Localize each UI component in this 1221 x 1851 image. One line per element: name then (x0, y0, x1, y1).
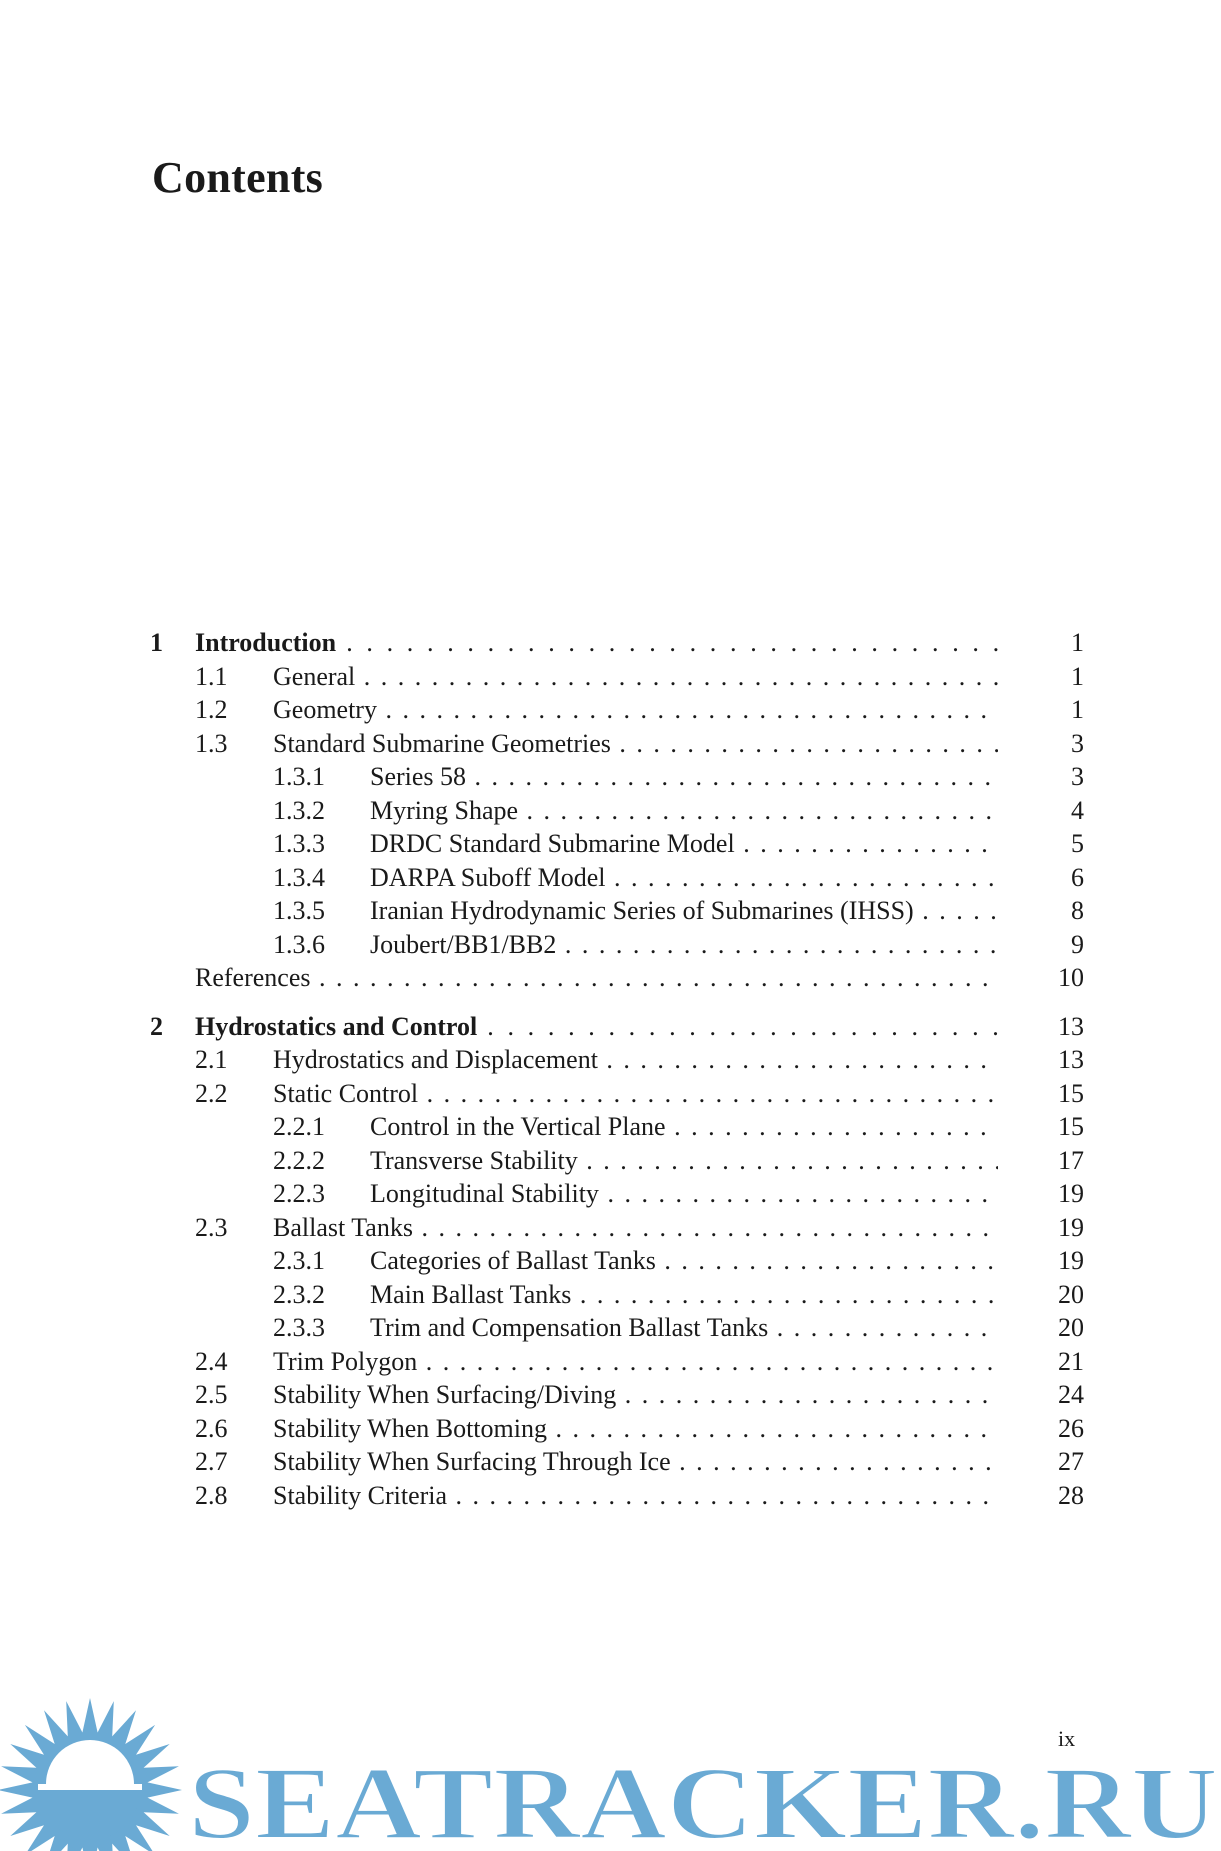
toc-entry-page: 24 (1058, 1380, 1084, 1409)
toc-entry-number: 2.2 (195, 1078, 228, 1108)
toc-entry-page: 28 (1058, 1480, 1084, 1510)
toc-row[interactable] (150, 1479, 1084, 1513)
toc-entry-title: Geometry . . . (273, 693, 998, 727)
toc-row[interactable] (150, 827, 1084, 861)
toc-row[interactable] (150, 1110, 1084, 1144)
toc-row[interactable] (150, 760, 1084, 794)
toc-entry-title: Ballast Tanks . . . (273, 1211, 998, 1245)
toc-row[interactable] (150, 660, 1084, 694)
toc-entry-title: DARPA Suboff Model . . . (370, 861, 998, 895)
toc-entry-number: 1.3 (195, 728, 228, 758)
toc-entry-number: 2.5 (195, 1380, 228, 1409)
toc-entry-title: Standard Submarine Geometries . . . (273, 727, 998, 761)
toc-row[interactable] (150, 861, 1084, 895)
toc-entry-number: 2.3.2 (273, 1279, 325, 1309)
toc-entry-number: 1.3.6 (273, 929, 325, 959)
toc-chapter-row[interactable] (150, 1010, 1084, 1044)
toc-row[interactable] (150, 1278, 1084, 1312)
toc-entry-page: 19 (1058, 1246, 1084, 1275)
toc-entry-number: 2 (150, 1011, 163, 1041)
toc-entry-number: 1 (150, 628, 163, 657)
toc-entry-title: Control in the Vertical Plane . . . (370, 1110, 998, 1144)
toc-entry-page: 15 (1058, 1112, 1084, 1141)
toc-entry-page: 19 (1058, 1212, 1084, 1242)
toc-entry-page: 21 (1058, 1346, 1084, 1376)
page-title: Contents (152, 153, 324, 202)
toc-entry-title: General . . . (273, 660, 998, 694)
toc-entry-page: 26 (1058, 1413, 1084, 1443)
toc-entry-title: Introduction . . . (195, 626, 998, 660)
toc-row[interactable] (150, 961, 1084, 995)
watermark (0, 1690, 1221, 1851)
toc-entry-title: Stability When Surfacing/Diving . . . (273, 1378, 998, 1412)
toc-entry-title: Myring Shape . . . (370, 794, 998, 828)
toc-entry-page: 10 (1058, 963, 1084, 992)
toc-row[interactable] (150, 894, 1084, 928)
toc-entry-page: 9 (1071, 929, 1084, 959)
toc-entry-number: 2.6 (195, 1413, 228, 1443)
toc-entry-page: 6 (1071, 862, 1084, 892)
toc-entry-number: 1.3.1 (273, 762, 325, 791)
toc-entry-page: 8 (1071, 896, 1084, 925)
toc-entry-page: 1 (1071, 695, 1084, 724)
toc-entry-number: 2.4 (195, 1346, 228, 1376)
toc-entry-title: Hydrostatics and Displacement . . . (273, 1043, 998, 1077)
toc-entry-number: 1.3.3 (273, 829, 325, 858)
toc-entry-page: 1 (1071, 661, 1084, 691)
toc-row[interactable] (150, 1345, 1084, 1379)
toc-entry-page: 20 (1058, 1279, 1084, 1309)
toc-row[interactable] (150, 1311, 1084, 1345)
toc-chapter-row[interactable] (150, 626, 1084, 660)
toc-row[interactable] (150, 1445, 1084, 1479)
toc-row[interactable] (150, 1077, 1084, 1111)
toc-entry-page: 19 (1058, 1179, 1084, 1208)
toc-entry-number: 2.3 (195, 1212, 228, 1242)
toc-entry-number: 2.7 (195, 1447, 228, 1476)
toc-entry-number: 2.8 (195, 1480, 228, 1510)
toc-entry-page: 20 (1058, 1313, 1084, 1342)
toc-entry-number: 2.1 (195, 1045, 228, 1074)
toc-entry-title: Longitudinal Stability . . . (370, 1177, 998, 1211)
toc-entry-number: 1.3.5 (273, 896, 325, 925)
toc-entry-title: DRDC Standard Submarine Model . . . (370, 827, 998, 861)
toc-entry-title: Stability When Bottoming . . . (273, 1412, 998, 1446)
toc-row[interactable] (150, 1412, 1084, 1446)
toc-entry-page: 15 (1058, 1078, 1084, 1108)
toc-entry-number: 2.3.1 (273, 1246, 325, 1275)
toc-entry-title: Stability Criteria . . . (273, 1479, 998, 1513)
toc-row[interactable] (150, 1211, 1084, 1245)
toc-entry-number: 2.2.3 (273, 1179, 325, 1208)
toc-entry-number: 2.3.3 (273, 1313, 325, 1342)
toc-entry-number: 2.2.2 (273, 1145, 325, 1175)
toc-row[interactable] (150, 794, 1084, 828)
toc-entry-page: 5 (1071, 829, 1084, 858)
toc-entry-page: 13 (1058, 1011, 1084, 1041)
toc-entry-title: Stability When Surfacing Through Ice . . . (273, 1445, 998, 1479)
toc-entry-page: 4 (1071, 795, 1084, 825)
table-of-contents (150, 626, 1084, 1512)
toc-row[interactable] (150, 1177, 1084, 1211)
toc-entry-title: References . . . (195, 961, 998, 995)
sunburst-logo-icon (0, 1698, 182, 1851)
toc-entry-number: 1.1 (195, 661, 228, 691)
toc-entry-page: 13 (1058, 1045, 1084, 1074)
toc-entry-title: Main Ballast Tanks . . . (370, 1278, 998, 1312)
toc-row[interactable] (150, 727, 1084, 761)
toc-entry-title: Transverse Stability . . . (370, 1144, 998, 1178)
toc-entry-title: Joubert/BB1/BB2 . . . (370, 928, 998, 962)
watermark-text: SEATRACKER.RU (188, 1746, 1218, 1851)
toc-entry-page: 3 (1071, 762, 1084, 791)
toc-entry-page: 1 (1071, 628, 1084, 657)
toc-entry-title: Iranian Hydrodynamic Series of Submarines (IHSS) . . . (370, 894, 998, 928)
toc-entry-title: Categories of Ballast Tanks . . . (370, 1244, 998, 1278)
toc-entry-title: Static Control . . . (273, 1077, 998, 1111)
page-number: ix (1058, 1726, 1076, 1751)
toc-entry-title: Trim Polygon . . . (273, 1345, 998, 1379)
toc-row[interactable] (150, 693, 1084, 727)
toc-row[interactable] (150, 928, 1084, 962)
toc-entry-number: 1.3.4 (273, 862, 325, 892)
toc-row[interactable] (150, 1043, 1084, 1077)
toc-entry-title: Hydrostatics and Control . . . (195, 1010, 998, 1044)
toc-row[interactable] (150, 1244, 1084, 1278)
toc-entry-title: Series 58 . . . (370, 760, 998, 794)
toc-entry-page: 3 (1071, 728, 1084, 758)
toc-entry-page: 17 (1058, 1145, 1084, 1175)
toc-row[interactable] (150, 1378, 1084, 1412)
toc-entry-number: 1.2 (195, 695, 228, 724)
toc-entry-title: Trim and Compensation Ballast Tanks . . . (370, 1311, 998, 1345)
toc-entry-number: 1.3.2 (273, 795, 325, 825)
toc-entry-page: 27 (1058, 1447, 1084, 1476)
toc-entry-number: 2.2.1 (273, 1112, 325, 1141)
toc-row[interactable] (150, 1144, 1084, 1178)
